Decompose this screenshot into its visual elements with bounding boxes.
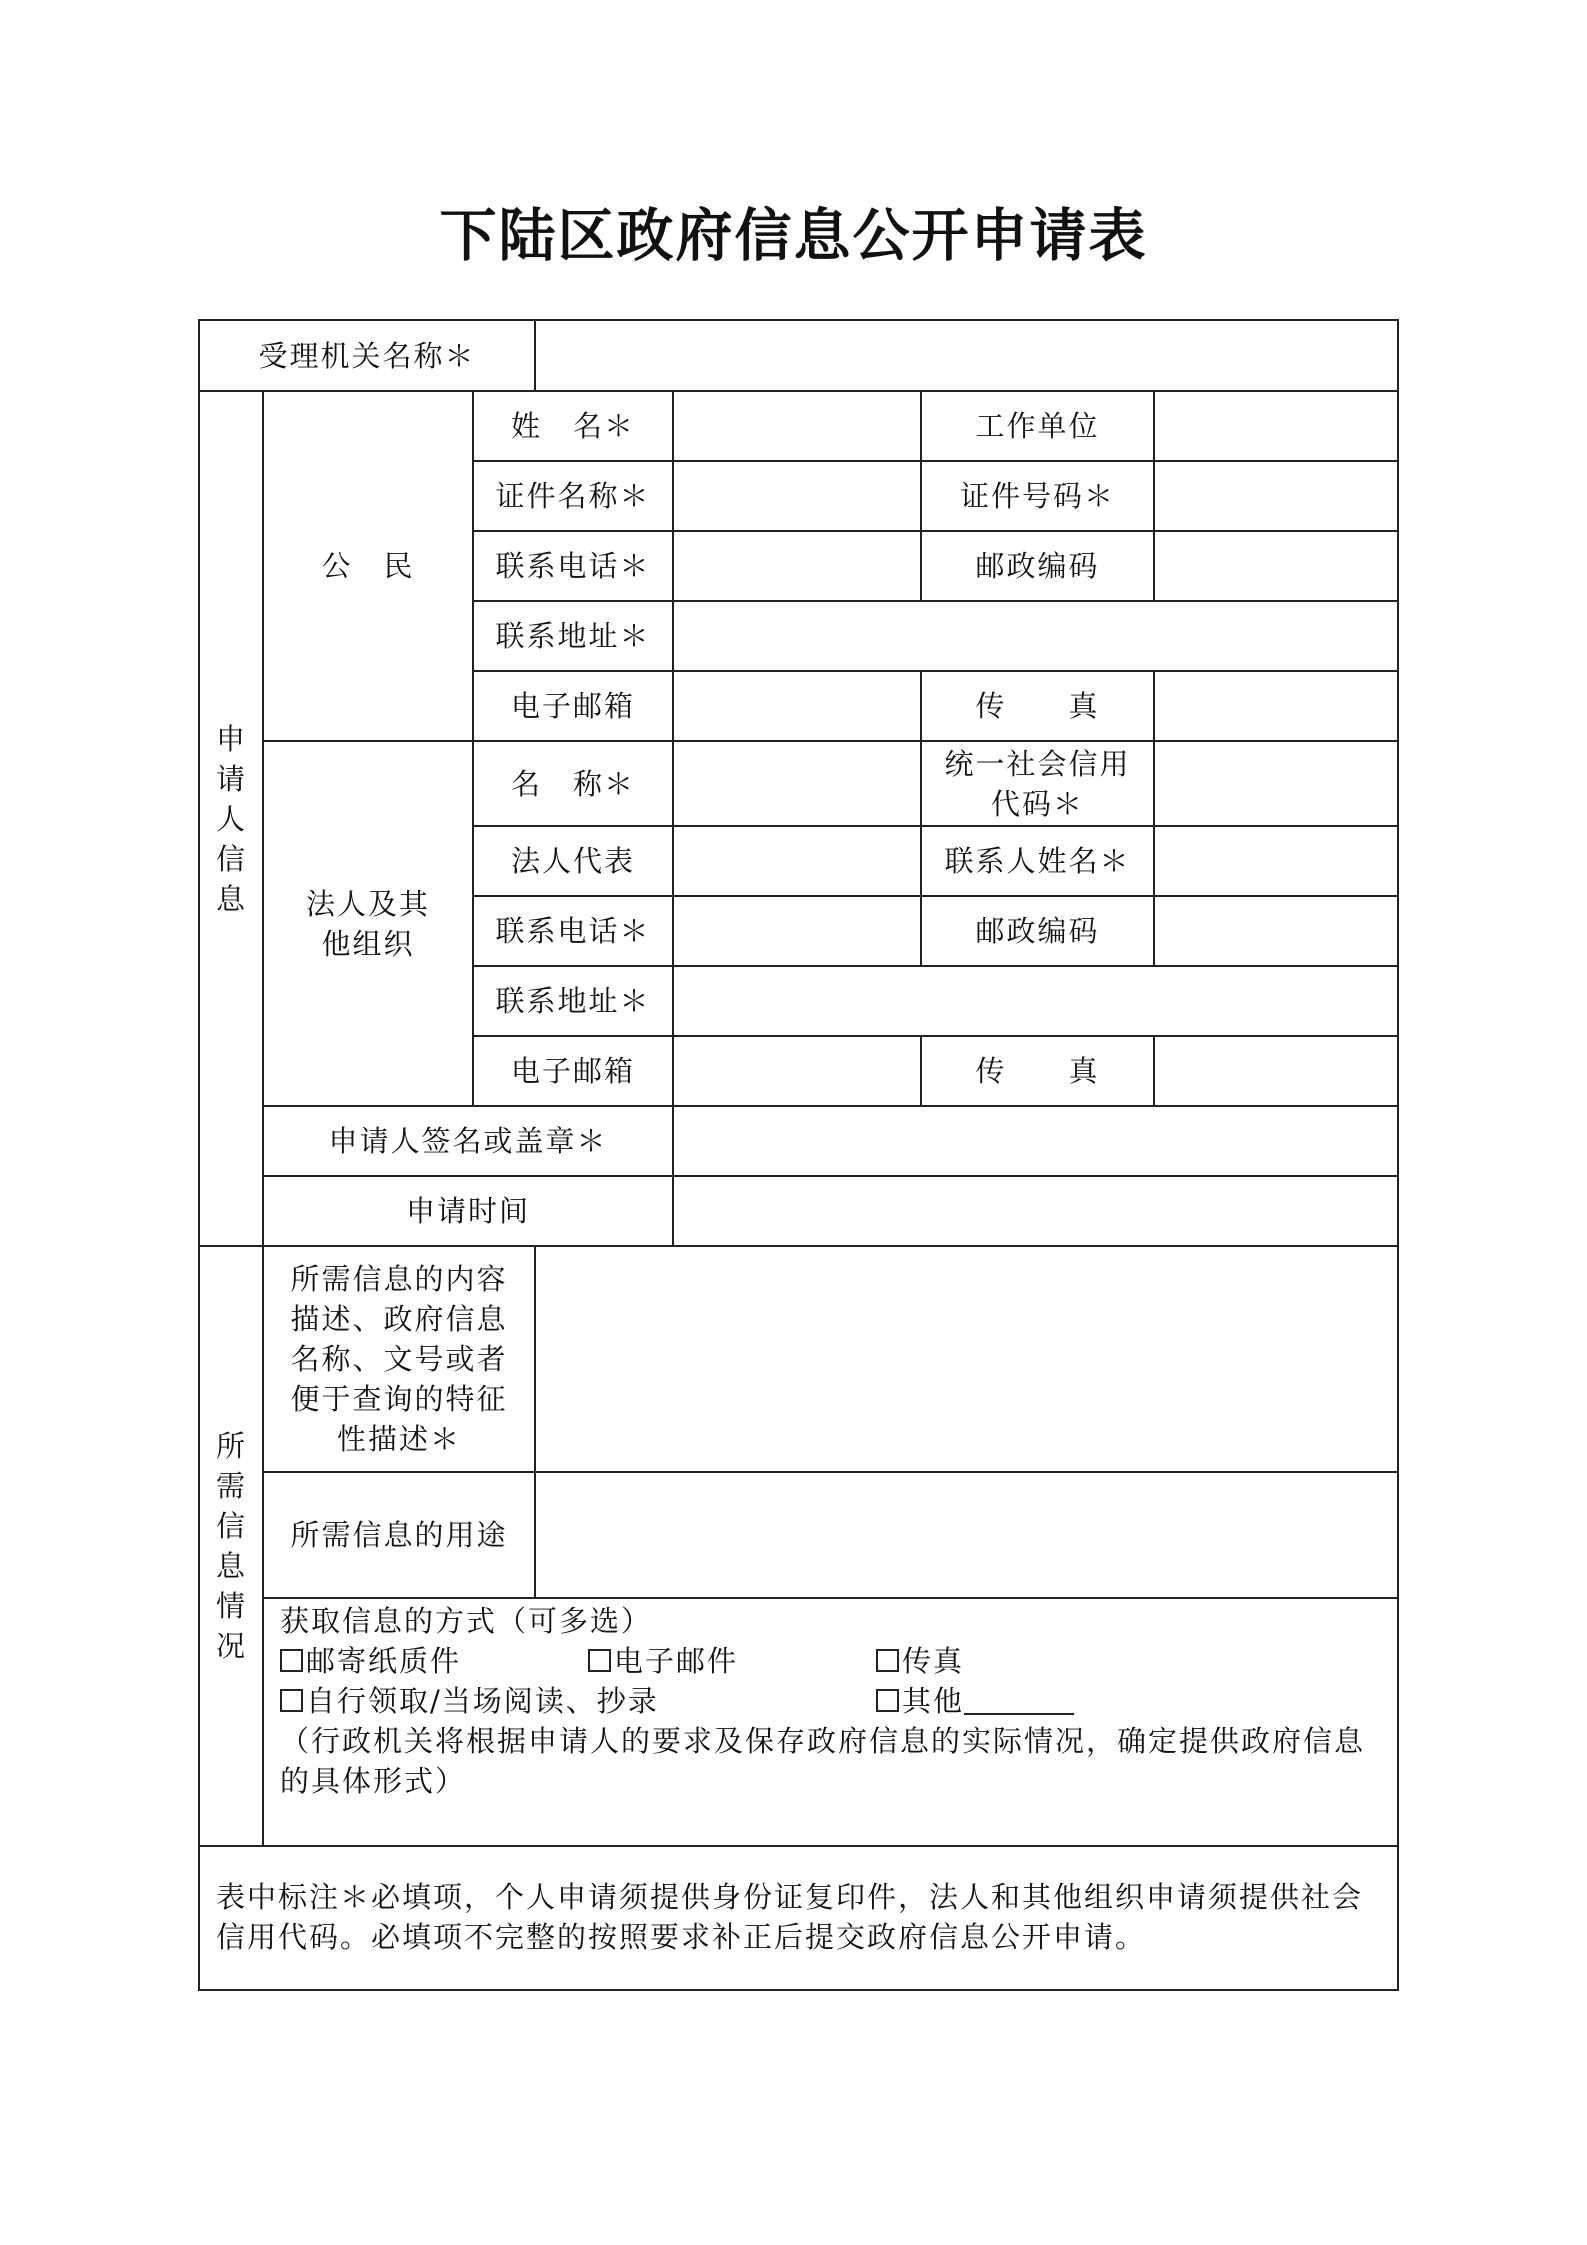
org-group-text: 法人及其他组织 xyxy=(305,886,430,961)
citizen-id-name-label: 证件名称＊ xyxy=(473,461,673,531)
citizen-id-name-field[interactable] xyxy=(673,461,921,531)
citizen-address-field[interactable] xyxy=(673,601,1398,671)
citizen-work-label: 工作单位 xyxy=(921,391,1154,461)
option-mail-label: 邮寄纸质件 xyxy=(306,1644,462,1678)
page-title: 下陆区政府信息公开申请表 xyxy=(439,203,1148,269)
org-phone-field[interactable] xyxy=(673,896,921,966)
checkbox-icon[interactable] xyxy=(280,1689,303,1712)
citizen-fax-field[interactable] xyxy=(1154,671,1398,741)
citizen-name-label: 姓 名＊ xyxy=(473,391,673,461)
date-label: 申请时间 xyxy=(263,1176,673,1246)
footnote: 表中标注＊必填项，个人申请须提供身份证复印件，法人和其他组织申请须提供社会信用代码。必填项不完整的按照要求补正后提交政府信息公开申请。 xyxy=(199,1846,1398,1990)
desc-label xyxy=(263,1246,535,1472)
agency-label: 受理机关名称＊ xyxy=(199,320,535,391)
org-name-field[interactable] xyxy=(673,741,921,826)
citizen-address-label: 联系地址＊ xyxy=(473,601,673,671)
option-fax-label: 传真 xyxy=(902,1644,965,1678)
agency-field[interactable] xyxy=(535,320,1398,391)
method-remark: （行政机关将根据申请人的要求及保存政府信息的实际情况，确定提供政府信息的具体形式） xyxy=(280,1724,1366,1798)
citizen-group-label: 公 民 xyxy=(263,391,473,741)
citizen-email-label: 电子邮箱 xyxy=(473,671,673,741)
signature-field[interactable] xyxy=(673,1106,1398,1176)
purpose-label: 所需信息的用途 xyxy=(263,1472,535,1598)
org-phone-label: 联系电话＊ xyxy=(473,896,673,966)
org-fax-field[interactable] xyxy=(1154,1036,1398,1106)
checkbox-icon[interactable] xyxy=(876,1649,899,1672)
checkbox-icon[interactable] xyxy=(280,1649,303,1672)
org-contact-name-label: 联系人姓名＊ xyxy=(921,826,1154,896)
citizen-name-field[interactable] xyxy=(673,391,921,461)
citizen-email-field[interactable] xyxy=(673,671,921,741)
org-email-label: 电子邮箱 xyxy=(473,1036,673,1106)
option-email-label: 电子邮件 xyxy=(614,1644,739,1678)
signature-label: 申请人签名或盖章＊ xyxy=(263,1106,673,1176)
citizen-postcode-field[interactable] xyxy=(1154,531,1398,601)
purpose-field[interactable] xyxy=(535,1472,1398,1598)
applicant-section-label xyxy=(199,391,263,1246)
option-mail[interactable] xyxy=(280,1641,588,1681)
org-contact-name-field[interactable] xyxy=(1154,826,1398,896)
other-blank[interactable] xyxy=(964,1685,1074,1715)
info-section-text: 所需信息情况 xyxy=(216,1429,248,1663)
desc-label-text: 所需信息的内容描述、政府信息名称、文号或者便于查询的特征性描述＊ xyxy=(290,1262,508,1456)
org-legal-rep-label: 法人代表 xyxy=(473,826,673,896)
org-address-field[interactable] xyxy=(673,966,1398,1036)
citizen-id-number-field[interactable] xyxy=(1154,461,1398,531)
citizen-phone-label: 联系电话＊ xyxy=(473,531,673,601)
citizen-work-field[interactable] xyxy=(1154,391,1398,461)
org-credit-code-field[interactable] xyxy=(1154,741,1398,826)
applicant-section-text: 申请人信息 xyxy=(216,721,248,916)
citizen-fax-label: 传 真 xyxy=(921,671,1154,741)
citizen-phone-field[interactable] xyxy=(673,531,921,601)
option-other-label: 其他 xyxy=(902,1684,965,1718)
org-address-label: 联系地址＊ xyxy=(473,966,673,1036)
checkbox-icon[interactable] xyxy=(876,1689,899,1712)
method-section xyxy=(263,1598,1398,1846)
desc-field[interactable] xyxy=(535,1246,1398,1472)
option-fax[interactable] xyxy=(876,1641,964,1681)
org-credit-code-label xyxy=(921,741,1154,826)
option-self-pickup-label: 自行领取/当场阅读、抄录 xyxy=(306,1684,659,1718)
org-fax-label: 传 真 xyxy=(921,1036,1154,1106)
application-form xyxy=(198,319,1399,1991)
option-email[interactable] xyxy=(588,1641,876,1681)
method-heading: 获取信息的方式（可多选） xyxy=(280,1604,653,1638)
citizen-postcode-label: 邮政编码 xyxy=(921,531,1154,601)
org-credit-code-text: 统一社会信用代码＊ xyxy=(944,746,1131,821)
org-email-field[interactable] xyxy=(673,1036,921,1106)
org-name-label: 名 称＊ xyxy=(473,741,673,826)
option-other[interactable] xyxy=(876,1681,1074,1721)
info-section-label xyxy=(199,1246,263,1846)
citizen-id-number-label: 证件号码＊ xyxy=(921,461,1154,531)
org-postcode-field[interactable] xyxy=(1154,896,1398,966)
org-postcode-label: 邮政编码 xyxy=(921,896,1154,966)
org-legal-rep-field[interactable] xyxy=(673,826,921,896)
checkbox-icon[interactable] xyxy=(588,1649,611,1672)
org-group-label xyxy=(263,741,473,1106)
option-self-pickup[interactable] xyxy=(280,1681,876,1721)
date-field[interactable] xyxy=(673,1176,1398,1246)
